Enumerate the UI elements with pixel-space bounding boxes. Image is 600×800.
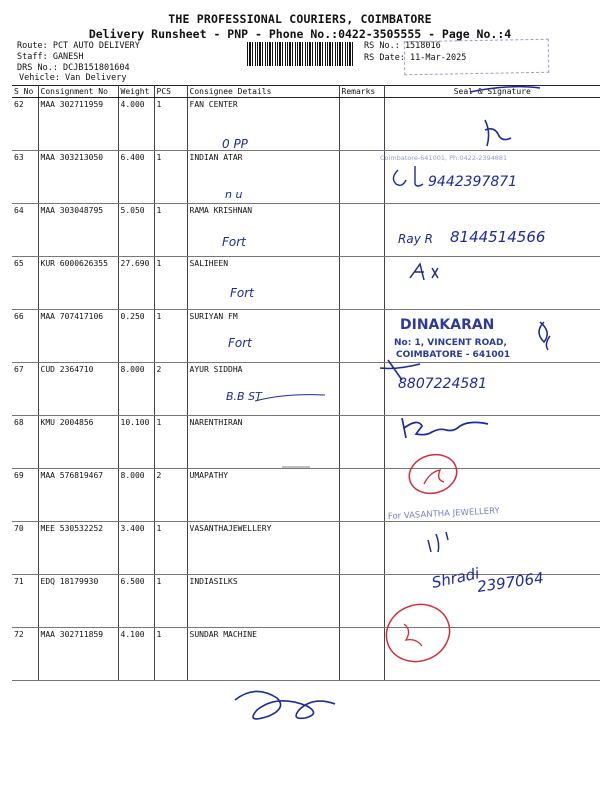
cell-consignee: INDIAN ATAR bbox=[187, 151, 339, 204]
table-header-row bbox=[12, 86, 600, 98]
cell-consignee: VASANTHAJEWELLERY bbox=[187, 522, 339, 575]
cell-remarks bbox=[339, 257, 384, 310]
company-name: THE PROFESSIONAL COURIERS, COIMBATORE bbox=[168, 12, 432, 26]
cell-weight: 5.050 bbox=[118, 204, 154, 257]
cell-signature bbox=[384, 310, 600, 363]
cell-consignment: MAA 707417106 bbox=[38, 310, 118, 363]
cell-weight: 6.500 bbox=[118, 575, 154, 628]
cell-weight: 3.400 bbox=[118, 522, 154, 575]
cell-remarks bbox=[339, 628, 384, 681]
table-row bbox=[12, 204, 600, 257]
header-remarks: Remarks bbox=[339, 86, 384, 98]
cell-sno: 64 bbox=[12, 204, 38, 257]
cell-consignment: KUR 6000626355 bbox=[38, 257, 118, 310]
rs-stamp bbox=[404, 39, 550, 76]
cell-signature bbox=[384, 469, 600, 522]
cell-signature bbox=[384, 204, 600, 257]
cell-consignment: MEE 530532252 bbox=[38, 522, 118, 575]
drs-label: DRS No.: DCJB151801604 bbox=[17, 63, 130, 73]
barcode bbox=[247, 42, 355, 66]
cell-sno: 70 bbox=[12, 522, 38, 575]
cell-remarks bbox=[339, 416, 384, 469]
cell-consignment: EDQ 18179930 bbox=[38, 575, 118, 628]
footer-signature bbox=[235, 691, 335, 718]
cell-sno: 62 bbox=[12, 98, 38, 151]
cell-weight: 10.100 bbox=[118, 416, 154, 469]
cell-consignment: MAA 303048795 bbox=[38, 204, 118, 257]
phone-row67: 8807224581 bbox=[398, 376, 488, 392]
cell-sno: 67 bbox=[12, 363, 38, 416]
table-row bbox=[12, 151, 600, 204]
cell-consignee: INDIASILKS bbox=[187, 575, 339, 628]
cell-consignee: UMAPATHY bbox=[187, 469, 339, 522]
table-row bbox=[12, 469, 600, 522]
signature-row64: Ray R bbox=[398, 232, 433, 246]
cell-weight: 6.400 bbox=[118, 151, 154, 204]
cell-signature bbox=[384, 363, 600, 416]
phone-row63: 9442397871 bbox=[428, 174, 518, 190]
cell-pcs: 1 bbox=[154, 151, 187, 204]
cell-weight: 8.000 bbox=[118, 363, 154, 416]
note-row64: Fort bbox=[222, 235, 246, 249]
cell-weight: 0.250 bbox=[118, 310, 154, 363]
cell-signature bbox=[384, 416, 600, 469]
cell-consignment: MAA 302711859 bbox=[38, 628, 118, 681]
header-pcs: PCS bbox=[154, 86, 187, 98]
cell-signature bbox=[384, 257, 600, 310]
cell-consignee: NARENTHIRAN bbox=[187, 416, 339, 469]
cell-consignment: CUD 2364710 bbox=[38, 363, 118, 416]
cell-weight: 4.000 bbox=[118, 98, 154, 151]
cell-remarks bbox=[339, 204, 384, 257]
cell-consignee: SURIYAN FM bbox=[187, 310, 339, 363]
rs-number: RS No.: 1518016 bbox=[364, 41, 441, 51]
table-row bbox=[12, 522, 600, 575]
cell-consignment: MAA 302711959 bbox=[38, 98, 118, 151]
cell-remarks bbox=[339, 469, 384, 522]
cell-sno: 68 bbox=[12, 416, 38, 469]
note-row66: Fort bbox=[228, 336, 252, 350]
vehicle-label: Vehicle: Van Delivery bbox=[19, 73, 127, 83]
phone-row64: 8144514566 bbox=[450, 228, 546, 246]
cell-sno: 71 bbox=[12, 575, 38, 628]
note-row67: B.B ST bbox=[226, 390, 262, 403]
cell-pcs: 1 bbox=[154, 628, 187, 681]
staff-label: Staff: GANESH bbox=[17, 52, 84, 62]
table-row bbox=[12, 257, 600, 310]
cell-pcs: 1 bbox=[154, 310, 187, 363]
cell-remarks bbox=[339, 363, 384, 416]
cell-sno: 65 bbox=[12, 257, 38, 310]
cell-consignee: SUNDAR MACHINE bbox=[187, 628, 339, 681]
cell-signature bbox=[384, 151, 600, 204]
table-row bbox=[12, 575, 600, 628]
table-row bbox=[12, 416, 600, 469]
cell-pcs: 1 bbox=[154, 416, 187, 469]
cell-sno: 69 bbox=[12, 469, 38, 522]
cell-signature bbox=[384, 522, 600, 575]
cell-remarks bbox=[339, 522, 384, 575]
cell-consignee: RAMA KRISHNAN bbox=[187, 204, 339, 257]
cell-pcs: 1 bbox=[154, 257, 187, 310]
cell-pcs: 1 bbox=[154, 98, 187, 151]
rs-date: RS Date: 11-Mar-2025 bbox=[364, 53, 467, 63]
cell-pcs: 2 bbox=[154, 469, 187, 522]
dinakaran-stamp-addr1: No: 1, VINCENT ROAD, bbox=[394, 338, 507, 348]
table-row bbox=[12, 310, 600, 363]
vasantha-stamp: For VASANTHA JEWELLERY bbox=[387, 506, 500, 522]
cell-remarks bbox=[339, 575, 384, 628]
signature-row71: Shradi bbox=[430, 564, 481, 592]
dinakaran-stamp-addr2: COIMBATORE - 641001 bbox=[396, 350, 511, 360]
cell-pcs: 1 bbox=[154, 522, 187, 575]
cell-pcs: 1 bbox=[154, 575, 187, 628]
note-row63: n u bbox=[225, 188, 243, 201]
cell-consignment: MAA 303213050 bbox=[38, 151, 118, 204]
phone-row71: 2397064 bbox=[476, 568, 545, 596]
note-row62: 0 PP bbox=[222, 137, 248, 151]
note-row65: Fort bbox=[230, 286, 254, 300]
table-row bbox=[12, 98, 600, 151]
cell-sno: 66 bbox=[12, 310, 38, 363]
cell-sno: 63 bbox=[12, 151, 38, 204]
header-consignee: Consignee Details bbox=[187, 86, 339, 98]
cell-signature bbox=[384, 628, 600, 681]
cell-signature bbox=[384, 575, 600, 628]
cell-weight: 4.100 bbox=[118, 628, 154, 681]
header-sno: S No bbox=[12, 86, 38, 98]
table-row bbox=[12, 363, 600, 416]
faded-stamp-row63: Coimbatore-641001, Ph:0422-2394881 bbox=[380, 154, 508, 162]
cell-remarks bbox=[339, 98, 384, 151]
cell-remarks bbox=[339, 151, 384, 204]
cell-weight: 27.690 bbox=[118, 257, 154, 310]
header-consignment: Consignment No bbox=[38, 86, 118, 98]
cell-pcs: 2 bbox=[154, 363, 187, 416]
runsheet-table bbox=[12, 85, 600, 681]
runsheet-title: Delivery Runsheet - PNP - Phone No.:0422-3505555 - Page No.:4 bbox=[88, 27, 512, 41]
route-label: Route: PCT AUTO DELIVERY bbox=[17, 41, 140, 51]
cell-consignee: SALIHEEN bbox=[187, 257, 339, 310]
cell-consignment: MAA 576819467 bbox=[38, 469, 118, 522]
cell-consignee: AYUR SIDDHA bbox=[187, 363, 339, 416]
header-signature: Seal & Signature bbox=[384, 86, 600, 98]
cell-pcs: 1 bbox=[154, 204, 187, 257]
table-row bbox=[12, 628, 600, 681]
cell-consignee: FAN CENTER bbox=[187, 98, 339, 151]
dinakaran-stamp-name: DINAKARAN bbox=[400, 317, 495, 333]
cell-remarks bbox=[339, 310, 384, 363]
header-weight: Weight bbox=[118, 86, 154, 98]
cell-weight: 8.000 bbox=[118, 469, 154, 522]
cell-signature bbox=[384, 98, 600, 151]
cell-sno: 72 bbox=[12, 628, 38, 681]
cell-consignment: KMU 2004856 bbox=[38, 416, 118, 469]
